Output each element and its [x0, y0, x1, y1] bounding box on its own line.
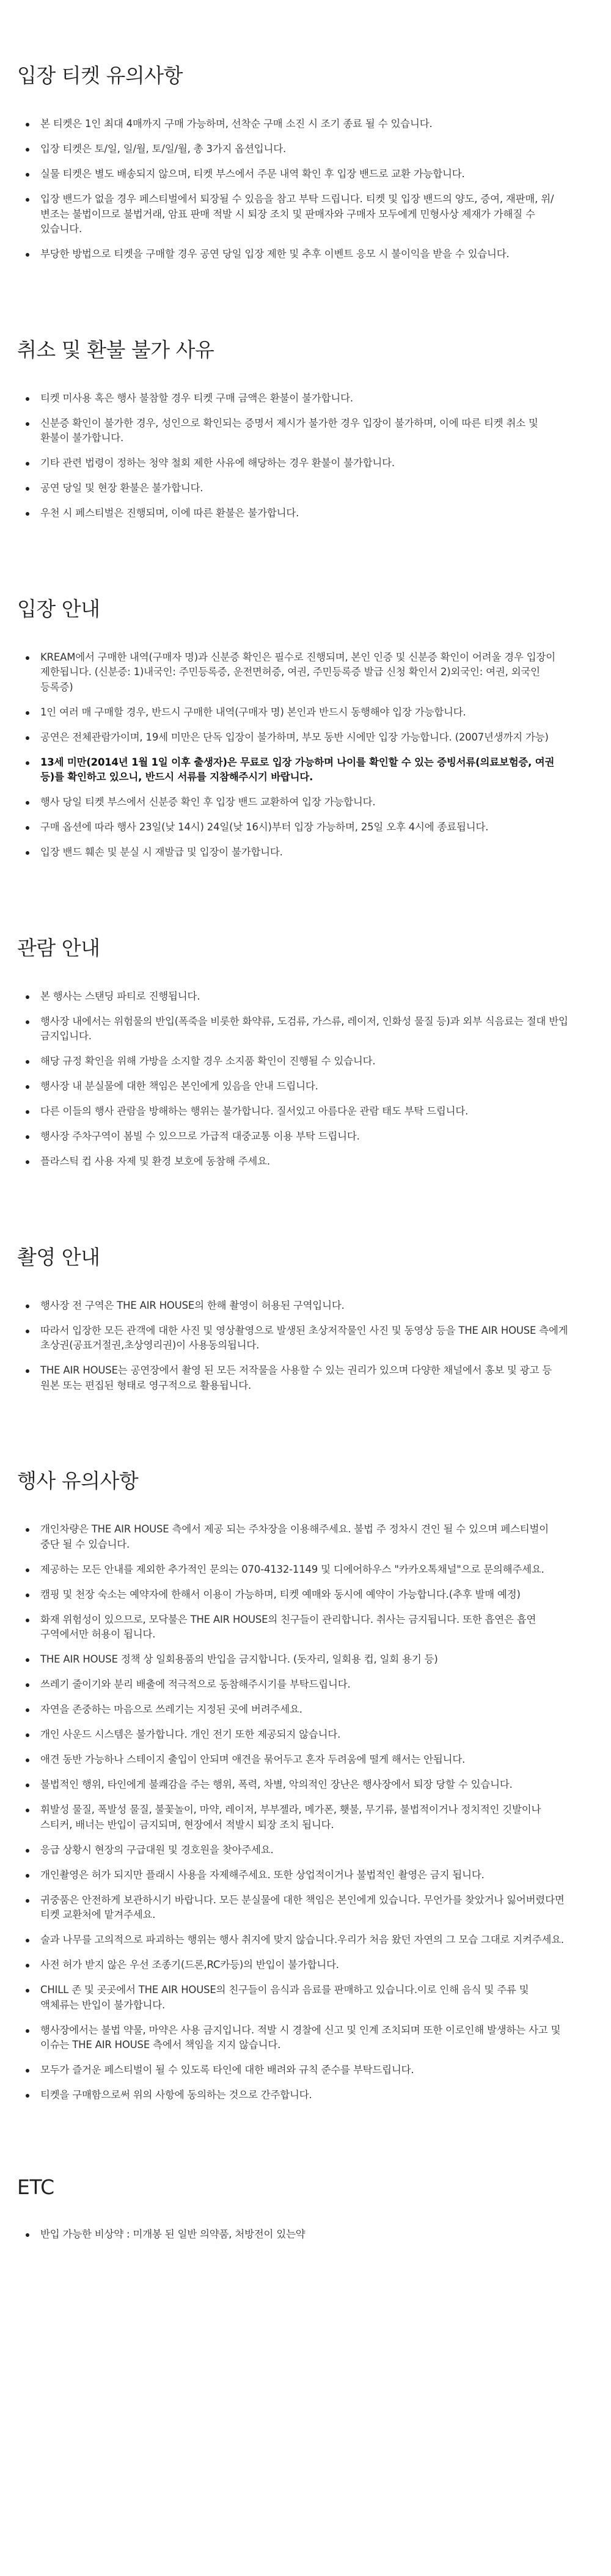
- list-item: THE AIR HOUSE는 공연장에서 촬영 된 모든 저작물을 사용할 수 있는 권리가 있으며 다양한 채널에서 홍보 및 광고 등 원본 또는 편집된 형태로 영구적으로 활용됩니다.: [40, 1363, 594, 1393]
- list-item: 불법적인 행위, 타인에게 불쾌감을 주는 행위, 폭력, 차별, 악의적인 장난은 행사장에서 퇴장 당할 수 있습니다.: [40, 1777, 594, 1793]
- section-title: 입장 안내: [17, 596, 100, 621]
- section-title: ETC: [17, 2175, 54, 2199]
- list-item: 행사장 내에서는 위험물의 반입(폭죽을 비롯한 화약류, 도검류, 가스류, 레이저, 인화성 물질 등)과 외부 식음료는 절대 반입 금지입니다.: [40, 1014, 594, 1044]
- list-item: 개인차량은 THE AIR HOUSE 측에서 제공 되는 주차장을 이용해주세요. 불법 주 정차시 견인 될 수 있으며 페스티벌이 중단 될 수 있습니다.: [40, 1522, 594, 1552]
- list-item: 모두가 즐거운 페스티벌이 될 수 있도록 타인에 대한 배려와 규칙 준수를 부탁드립니다.: [40, 2063, 594, 2078]
- section-ticket-notice: [17, 60, 594, 262]
- list-item: 화재 위험성이 있으므로, 모닥불은 THE AIR HOUSE의 친구들이 관리합니다. 취사는 금지됩니다. 또한 흡연은 흡연 구역에서만 허용이 됩니다.: [40, 1612, 594, 1642]
- list-item: 애견 동반 가능하나 스테이지 출입이 안되며 애견을 묶어두고 혼자 두려움에 떨게 해서는 안됩니다.: [40, 1752, 594, 1768]
- list-item: 구매 옵션에 따라 행사 23일(낮 14시) 24일(낮 16시)부터 입장 가능하며, 25일 오후 4시에 종료됩니다.: [40, 820, 594, 835]
- list-item: 본 티켓은 1인 최대 4매까지 구매 가능하며, 선착순 구매 소진 시 조기 종료 될 수 있습니다.: [40, 117, 594, 132]
- notice-list: [17, 391, 594, 521]
- list-item: 플라스틱 컵 사용 자제 및 환경 보호에 동참해 주세요.: [40, 1154, 594, 1169]
- list-item: 입장 밴드 훼손 및 분실 시 재발급 및 입장이 불가합니다.: [40, 845, 594, 860]
- notice-list: [17, 989, 594, 1169]
- section-title: 취소 및 환불 불가 사유: [17, 337, 214, 362]
- list-item: 신분증 확인이 불가한 경우, 성인으로 확인되는 증명서 제시가 불가한 경우 입장이 불가하며, 이에 따른 티켓 취소 및 환불이 불가합니다.: [40, 416, 594, 446]
- list-item: 자연을 존중하는 마음으로 쓰레기는 지정된 곳에 버려주세요.: [40, 1702, 594, 1718]
- list-item: 행사장 전 구역은 THE AIR HOUSE의 한해 촬영이 허용된 구역입니다.: [40, 1298, 594, 1314]
- list-item: 제공하는 모든 안내를 제외한 추가적인 문의는 070-4132-1149 및 디에어하우스 "카카오톡채널"으로 문의해주세요.: [40, 1562, 594, 1578]
- list-item: 개인촬영은 허가 되지만 플래시 사용을 자제해주세요. 또한 상업적이거나 불법적인 촬영은 금지 됩니다.: [40, 1868, 594, 1883]
- list-item: 우천 시 페스티벌은 진행되며, 이에 따른 환불은 불가합니다.: [40, 506, 594, 521]
- list-item: 쓰레기 줄이기와 분리 배출에 적극적으로 동참해주시기를 부탁드립니다.: [40, 1677, 594, 1692]
- list-item: 캠핑 및 천장 숙소는 예약자에 한해서 이용이 가능하며, 티켓 예매와 동시에 예약이 가능합니다.(추후 발매 예정): [40, 1587, 594, 1603]
- list-item: 해당 규정 확인을 위해 가방을 소지할 경우 소지품 확인이 진행될 수 있습니다.: [40, 1054, 594, 1069]
- list-item: 응급 상황시 현장의 구급대원 및 경호원을 찾아주세요.: [40, 1843, 594, 1858]
- section-filming: [17, 1242, 594, 1394]
- list-item: 행사장 주차구역이 봄빌 수 있으므로 가급적 대중교통 이용 부탁 드립니다.: [40, 1129, 594, 1144]
- list-item: THE AIR HOUSE 정책 상 일회용품의 반입을 금지합니다. (돗자리, 일회용 컵, 일회 용기 등): [40, 1652, 594, 1667]
- list-item: 다른 이들의 행사 관람을 방해하는 행위는 불가합니다. 질서있고 아름다운 관람 태도 부탁 드립니다.: [40, 1104, 594, 1119]
- list-item: 티켓 미사용 혹은 행사 불참할 경우 티켓 구매 금액은 환불이 불가합니다.: [40, 391, 594, 406]
- list-item: 공연은 전체관람가이며, 19세 미만은 단독 입장이 불가하며, 부모 동반 시에만 입장 가능합니다. (2007년생까지 가능): [40, 730, 594, 745]
- notice-list: [17, 1522, 594, 2103]
- list-item: 행사 당일 티켓 부스에서 신분증 확인 후 입장 밴드 교환하여 입장 가능합니다.: [40, 795, 594, 810]
- list-item: 공연 당일 및 현장 환불은 불가합니다.: [40, 481, 594, 496]
- list-item: 행사장에서는 불법 약물, 마약은 사용 금지입니다. 적발 시 경찰에 신고 및 인계 조치되며 또한 이로인해 발생하는 사고 및 이슈는 THE AIR HOUSE 측에서 책임을 지지 않습니다.: [40, 2023, 594, 2053]
- section-entry: [17, 593, 594, 860]
- list-item: 사전 허가 받지 않은 우선 조종기(드론,RC카등)의 반입이 불가합니다.: [40, 1958, 594, 1973]
- section-title: 행사 유의사항: [17, 1469, 139, 1493]
- list-item: 술과 나무를 고의적으로 파괴하는 행위는 행사 취지에 맞지 않습니다.우리가 처음 왔던 자연의 그 모습 그대로 지켜주세요.: [40, 1933, 594, 1948]
- section-title: 입장 티켓 유의사항: [17, 64, 183, 87]
- section-etc: [17, 2175, 594, 2242]
- list-item: 따라서 입장한 모든 관객에 대한 사진 및 영상촬영으로 발생된 초상저작물인 사진 및 동영상 등을 THE AIR HOUSE 측에게 초상권(공표거절권,초상영리권)이 사용동의됩니다.: [40, 1323, 594, 1353]
- list-item-emphasis: 13세 미만(2014년 1월 1일 이후 출생자)은 무료로 입장 가능하며 나이를 확인할 수 있는 증빙서류(의료보험증, 여권 등)를 확인하고 있으니, 반드시 서류를 지참해주시기 바랍니다.: [40, 755, 594, 785]
- list-item: 행사장 내 분실물에 대한 책임은 본인에게 있음을 안내 드립니다.: [40, 1079, 594, 1094]
- section-title: 촬영 안내: [17, 1245, 100, 1269]
- list-item: 개인 사운드 시스템은 불가합니다. 개인 전기 또한 제공되지 않습니다.: [40, 1727, 594, 1743]
- list-item: 반입 가능한 비상약 : 미개봉 된 일반 의약품, 처방전이 있는약: [40, 2227, 594, 2242]
- list-item: 입장 티켓은 토/일, 일/월, 토/일/월, 총 3가지 옵션입니다.: [40, 142, 594, 157]
- notice-list: [17, 117, 594, 262]
- list-item: 본 행사는 스탠딩 파티로 진행됩니다.: [40, 989, 594, 1004]
- list-item: 기타 관련 법령이 정하는 청약 철회 제한 사유에 해당하는 경우 환불이 불가합니다.: [40, 456, 594, 471]
- section-viewing: [17, 932, 594, 1169]
- notice-list: [17, 2227, 594, 2242]
- list-item: 실물 티켓은 별도 배송되지 않으며, 티켓 부스에서 주문 내역 확인 후 입장 밴드로 교환 가능합니다.: [40, 167, 594, 182]
- list-item: 티켓을 구매함으로써 위의 사항에 동의하는 것으로 간주합니다.: [40, 2088, 594, 2103]
- list-item: 귀중품은 안전하게 보관하시기 바랍니다. 모든 분실물에 대한 책임은 본인에게 있습니다. 무언가를 찾았거나 잃어버렸다면 티켓 교환처에 맡겨주세요.: [40, 1893, 594, 1923]
- list-item: KREAM에서 구매한 내역(구매자 명)과 신분증 확인은 필수로 진행되며, 본인 인증 및 신분증 확인이 어려울 경우 입장이 제한됩니다. (신분증: 1)내국인: 주민등록증, 운전면허증, 여권, 주민등록증 발급 신청 확인서 2)외국인: 여권, 외국인 등록증): [40, 650, 594, 695]
- list-item: 휘발성 물질, 폭발성 물질, 불꽃놀이, 마약, 레이저, 부부젤라, 메가폰, 횃불, 무기류, 불법적이거나 정치적인 깃발이나 스티커, 배너는 반입이 금지되며, 현장에서 적발시 퇴장 조치 됩니다.: [40, 1802, 594, 1832]
- list-item: 1인 여러 매 구매할 경우, 반드시 구매한 내역(구매자 명) 본인과 반드시 동행해야 입장 가능합니다.: [40, 705, 594, 720]
- notice-list: [17, 1298, 594, 1394]
- list-item: 입장 밴드가 없을 경우 페스티벌에서 퇴장될 수 있음을 참고 부탁 드립니다. 티켓 및 입장 밴드의 양도, 증여, 재판매, 위/변조는 불법이므로 불법거래, 암표 판매 적발 시 퇴장 조치 및 판매자와 구매자 모두에게 민형사상 제재가 가해질 수 있습니다.: [40, 192, 594, 237]
- section-title: 관람 안내: [17, 935, 100, 960]
- section-event-notice: [17, 1465, 594, 2103]
- section-refund: [17, 334, 594, 521]
- notice-list: [17, 650, 594, 860]
- list-item: CHILL 존 및 곳곳에서 THE AIR HOUSE의 친구들이 음식과 음료를 판매하고 있습니다.이로 인해 음식 및 주류 및 액체류는 반입이 불가합니다.: [40, 1983, 594, 2013]
- list-item: 부당한 방법으로 티켓을 구매할 경우 공연 당일 입장 제한 및 추후 이벤트 응모 시 불이익을 받을 수 있습니다.: [40, 247, 594, 262]
